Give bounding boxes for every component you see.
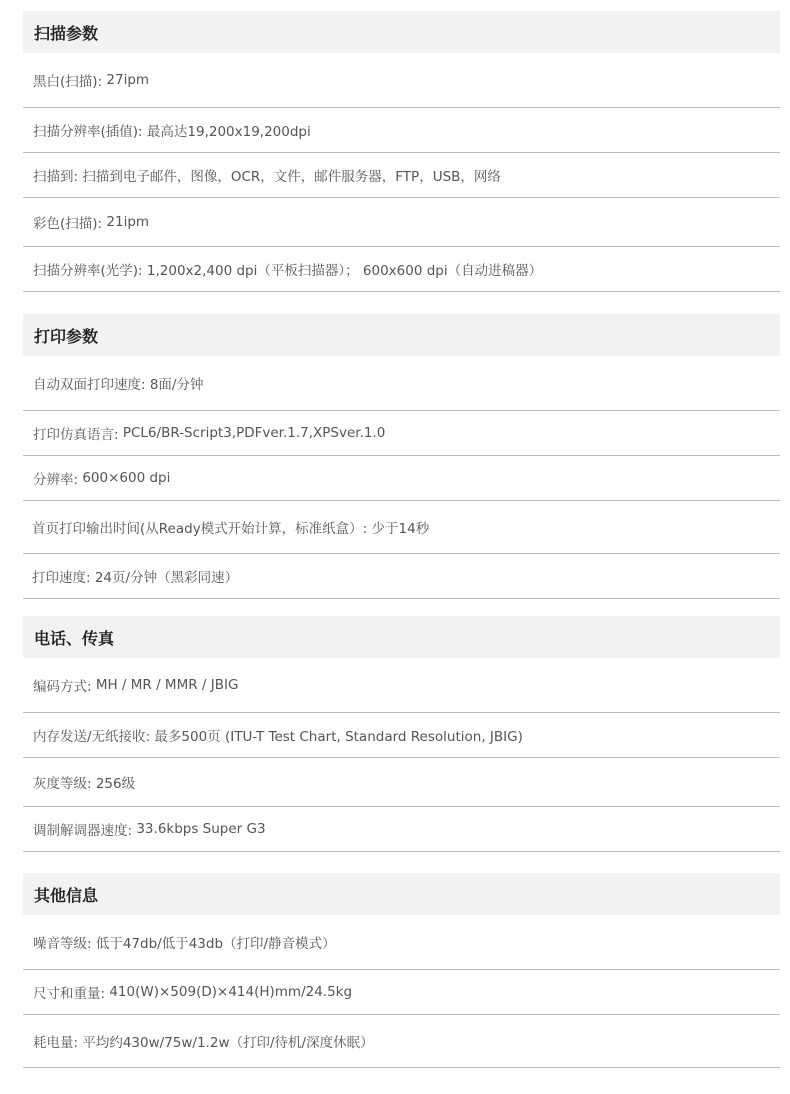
spec-row — [23, 247, 780, 292]
spec-row — [23, 53, 780, 108]
spec-label: 尺寸和重量 : — [33, 982, 109, 1002]
spec-label: 彩色(扫描) : — [33, 212, 106, 232]
spec-value: 33.6kbps Super G3 — [136, 821, 266, 837]
spec-label: 分辨率 : — [33, 468, 82, 488]
spec-label: 耗电量 : — [33, 1031, 82, 1051]
spec-row — [23, 758, 780, 807]
spec-value: 低于47db/低于43db（打印/静音模式） — [95, 936, 336, 952]
spec-row — [23, 198, 780, 247]
section-scan-params — [23, 11, 780, 292]
spec-value: MH / MR / MMR / JBIG — [95, 677, 239, 693]
spec-value: 8面/分钟 — [149, 377, 204, 393]
spec-value: 扫描到电子邮件，图像，OCR，文件，邮件服务器，FTP，USB，网络 — [82, 169, 501, 185]
spec-row — [23, 1015, 780, 1068]
spec-label: 噪音等级 : — [33, 932, 96, 952]
spec-value: 最多500页 (ITU-T Test Chart, Standard Resolution, JBIG) — [154, 729, 523, 745]
spec-row — [23, 411, 780, 456]
spec-label: 黑白(扫描) : — [33, 70, 106, 90]
spec-row — [23, 456, 780, 501]
section-phone-fax — [23, 616, 780, 852]
spec-value: 27ipm — [106, 72, 150, 88]
spec-value: 平均约430w/75w/1.2w（打印/待机/深度休眠） — [82, 1035, 374, 1051]
spec-row — [23, 915, 780, 970]
spec-row — [23, 153, 780, 198]
section-title: 电话、传真 — [23, 616, 780, 658]
spec-row — [23, 356, 780, 411]
spec-label: 打印速度 : — [32, 566, 95, 586]
spec-label: 扫描分辨率(光学) : — [33, 259, 147, 279]
section-title: 扫描参数 — [23, 11, 780, 53]
section-title: 打印参数 — [23, 314, 780, 356]
spec-row — [23, 108, 780, 153]
spec-value: 600×600 dpi — [82, 470, 171, 486]
spec-row — [23, 713, 780, 758]
spec-label: 内存发送/无纸接收 : — [33, 725, 154, 745]
spec-label: 首页打印输出时间(从Ready模式开始计算，标准纸盒） : — [32, 517, 372, 537]
spec-label: 扫描到 : — [33, 165, 82, 185]
spec-label: 灰度等级 : — [33, 772, 96, 792]
spec-value: 最高达19,200x19,200dpi — [146, 124, 311, 140]
spec-label: 编码方式 : — [33, 675, 96, 695]
spec-label: 调制解调器速度 : — [33, 819, 136, 839]
spec-value: 410(W)×509(D)×414(H)mm/24.5kg — [109, 984, 353, 1000]
section-title: 其他信息 — [23, 873, 780, 915]
spec-row — [23, 970, 780, 1015]
spec-row — [23, 554, 780, 599]
spec-value: 256级 — [95, 776, 136, 792]
spec-label: 打印仿真语言 : — [33, 423, 123, 443]
section-print-params — [23, 314, 780, 599]
spec-value: 21ipm — [106, 214, 150, 230]
spec-row — [23, 658, 780, 713]
section-other-info — [23, 873, 780, 1068]
spec-value: 少于14秒 — [371, 521, 430, 537]
spec-label: 扫描分辨率(插值) : — [33, 120, 147, 140]
spec-row — [23, 501, 780, 554]
spec-row — [23, 807, 780, 852]
spec-label: 自动双面打印速度 : — [33, 373, 150, 393]
spec-value: PCL6/BR-Script3,PDFver.1.7,XPSver.1.0 — [122, 425, 386, 441]
spec-value: 24页/分钟（黑彩同速） — [94, 570, 239, 586]
spec-value: 1,200x2,400 dpi（平板扫描器）； 600x600 dpi（自动进稿器） — [146, 263, 543, 279]
